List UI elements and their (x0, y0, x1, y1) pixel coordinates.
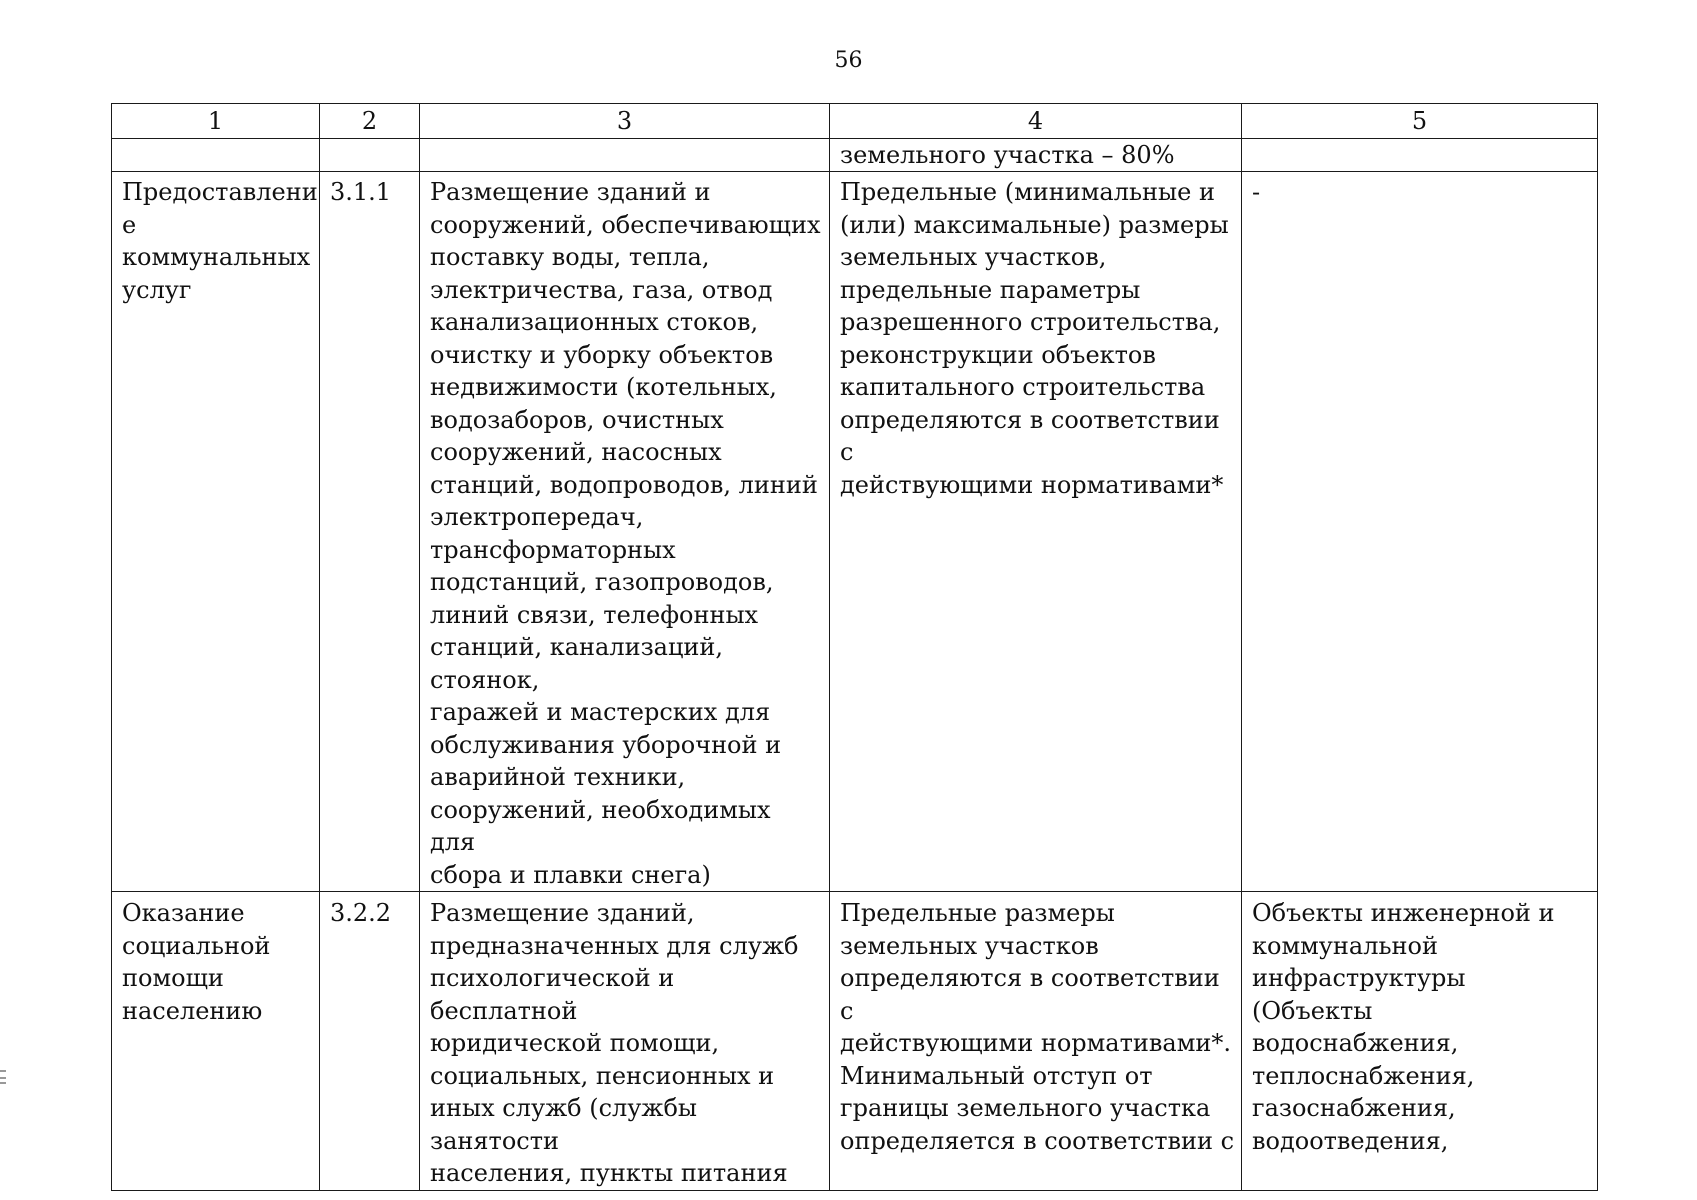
continuation-row (112, 139, 1598, 172)
continuation-cell-3 (420, 139, 830, 172)
continuation-cell-2 (320, 139, 420, 172)
scan-margin-mark-graphic (0, 1068, 8, 1086)
use-type-description: Размещение зданий и сооружений, обеспечивающих поставку воды, тепла, электричества, газа, отвод канализационных стоков, очистку и уборку объектов недвижимости (котельных, водозаборов, очистных сооружений, насосных станций, водопроводов, линий электропередач, трансформаторных подстанций, газопроводов, линий связи, телефонных станций, канализаций, стоянок, гаражей и мастерских для обслуживания уборочной и аварийной техники, сооружений, необходимых для сбора и плавки снега) (420, 172, 830, 892)
use-type-description: Размещение зданий, предназначенных для служб психологической и бесплатной юридической помощи, социальных, пенсионных и иных служб (службы занятости населения, пункты питания (420, 892, 830, 1191)
table-row (112, 892, 1598, 1191)
use-type-parameters: Предельные (минимальные и (или) максимальные) размеры земельных участков, предельные параметры разрешенного строительства, реконструкции объектов капитального строительства определяются в соответствии с действующими нормативами* (830, 172, 1242, 892)
table-row (112, 172, 1598, 892)
header-cell-4: 4 (830, 104, 1242, 139)
continuation-cell-5 (1242, 139, 1598, 172)
continuation-cell-1 (112, 139, 320, 172)
use-type-name: Предоставлени е коммунальных услуг (112, 172, 320, 892)
header-cell-3: 3 (420, 104, 830, 139)
continuation-cell-4: земельного участка – 80% (830, 139, 1242, 172)
use-type-code: 3.1.1 (320, 172, 420, 892)
page-number: 56 (834, 48, 863, 73)
scan-margin-mark (0, 1068, 8, 1086)
header-cell-5: 5 (1242, 104, 1598, 139)
use-type-notes: Объекты инженерной и коммунальной инфраструктуры (Объекты водоснабжения, теплоснабжения, газоснабжения, водоотведения, (1242, 892, 1598, 1191)
use-type-parameters: Предельные размеры земельных участков определяются в соответствии с действующими нормативами*. Минимальный отступ от границы земельного участка определяется в соответствии с (830, 892, 1242, 1191)
table-header-row (112, 104, 1598, 139)
use-type-notes: - (1242, 172, 1598, 892)
regulations-table (111, 103, 1598, 1191)
header-cell-2: 2 (320, 104, 420, 139)
header-cell-1: 1 (112, 104, 320, 139)
use-type-name: Оказание социальной помощи населению (112, 892, 320, 1191)
use-type-code: 3.2.2 (320, 892, 420, 1191)
